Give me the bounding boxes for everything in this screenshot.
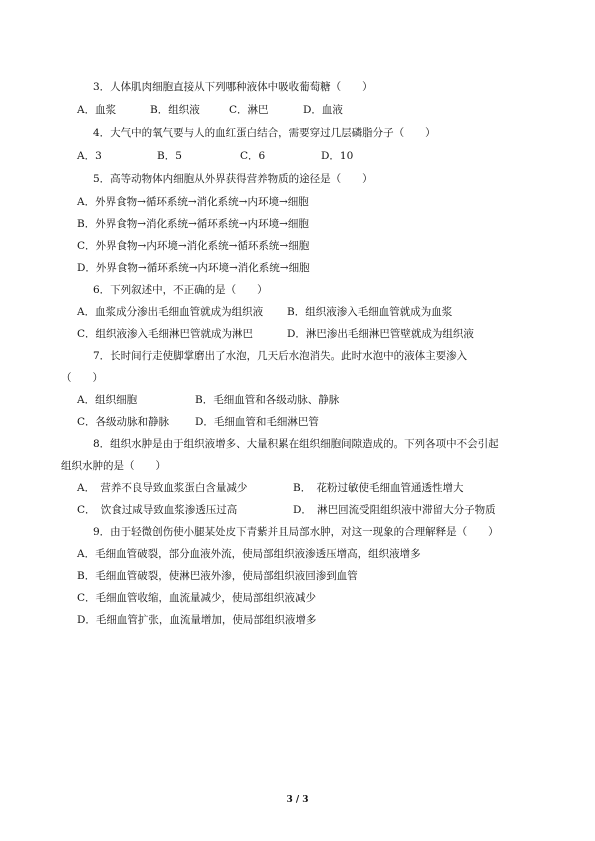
option-d: D．淋巴渗出毛细淋巴管壁就成为组织液 <box>287 328 474 340</box>
question-9-option-c: C．毛细血管收缩，血流量减少，使局部组织液减少 <box>77 592 317 604</box>
option-b: B．组织液 <box>150 104 200 116</box>
question-9-option-b: B．毛细血管破裂，使淋巴液外渗，使局部组织液回渗到血管 <box>77 570 358 582</box>
option-d: D． 淋巴回流受阻组织液中滞留大分子物质 <box>293 504 496 516</box>
option-d: D．血液 <box>303 104 343 116</box>
option-b: B．5 <box>157 150 182 162</box>
question-7-stem-continued: （ ） <box>61 372 103 384</box>
question-6-stem: 6．下列叙述中，不正确的是（ ） <box>93 284 268 296</box>
page-number: 3 / 3 <box>286 795 309 805</box>
question-8-stem: 8．组织水肿是由于组织液增多、大量积累在组织细胞间隙造成的。下列各项中不会引起 <box>93 438 499 450</box>
option-b: B． 花粉过敏使毛细血管通透性增大 <box>293 482 464 494</box>
question-9-stem: 9．由于轻微创伤使小腿某处皮下青紫并且局部水肿，对这一现象的合理解释是（ ） <box>93 526 499 538</box>
question-7-stem: 7．长时间行走使脚掌磨出了水泡，几天后水泡消失。此时水泡中的液体主要渗入 <box>93 350 468 362</box>
option-d: D．毛细血管和毛细淋巴管 <box>195 416 319 428</box>
option-d: D．10 <box>321 150 354 162</box>
option-a: A．组织细胞 <box>77 394 138 406</box>
option-c: C．各级动脉和静脉 <box>77 416 170 428</box>
question-9-option-a: A．毛细血管破裂，部分血液外流，使局部组织液渗透压增高，组织液增多 <box>77 548 421 560</box>
question-5-option-a: A．外界食物→循环系统→消化系统→内环境→细胞 <box>77 196 309 208</box>
question-5-option-b: B．外界食物→消化系统→循环系统→内环境→细胞 <box>77 218 309 230</box>
question-5-stem: 5．高等动物体内细胞从外界获得营养物质的途径是（ ） <box>93 173 373 185</box>
question-9-option-d: D．毛细血管扩张，血流量增加，使局部组织液增多 <box>77 614 317 626</box>
option-a: A．血浆 <box>77 104 117 116</box>
option-b: B．组织液渗入毛细血管就成为血浆 <box>287 306 453 318</box>
option-a: A．血浆成分渗出毛细血管就成为组织液 <box>77 306 264 318</box>
option-a: A．3 <box>77 150 102 162</box>
option-c: C．淋巴 <box>229 104 269 116</box>
option-b: B．毛细血管和各级动脉、静脉 <box>195 394 340 406</box>
question-3-stem: 3．人体肌肉细胞直接从下列哪种液体中吸收葡萄糖（ ） <box>93 81 373 93</box>
question-4-stem: 4．大气中的氧气要与人的血红蛋白结合，需要穿过几层磷脂分子（ ） <box>93 127 436 139</box>
question-5-option-c: C．外界食物→内环境→消化系统→循环系统→细胞 <box>77 240 310 252</box>
question-5-option-d: D．外界食物→循环系统→内环境→消化系统→细胞 <box>77 262 310 274</box>
option-a: A． 营养不良导致血浆蛋白含量减少 <box>77 482 248 494</box>
option-c: C．组织液渗入毛细淋巴管就成为淋巴 <box>77 328 254 340</box>
option-c: C．6 <box>240 150 266 162</box>
option-c: C． 饮食过咸导致血浆渗透压过高 <box>77 504 238 516</box>
question-8-stem-continued: 组织水肿的是（ ） <box>61 460 166 472</box>
